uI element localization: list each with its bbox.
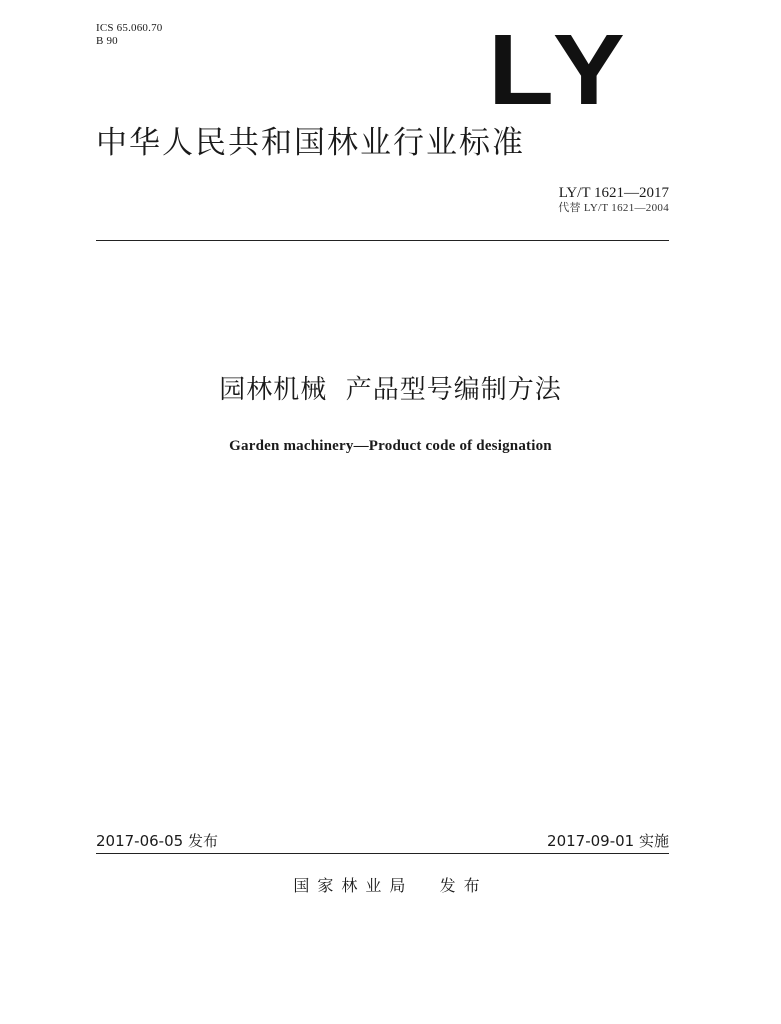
classification-codes [96, 22, 162, 48]
replaced-standard: 代替 LY/T 1621—2004 [558, 202, 669, 214]
implement-date: 2017-09-01 实施 [547, 832, 669, 850]
bottom-divider [96, 853, 669, 854]
standard-number: LY/T 1621—2017 [558, 185, 669, 201]
document-title-chinese: 园林机械 产品型号编制方法 [219, 375, 562, 405]
publish-date: 2017-06-05 发布 [96, 832, 218, 850]
industry-standard-title: 中华人民共和国林业行业标准 [96, 125, 525, 161]
document-title-english: Garden machinery—Product code of designation [229, 438, 552, 454]
top-divider [96, 240, 669, 241]
ics-code: ICS 65.060.70 [96, 22, 163, 34]
issuing-authority: 国家林业局 发布 [293, 876, 488, 895]
ccs-code: B 90 [96, 35, 118, 47]
ly-logo: LY [488, 14, 634, 126]
